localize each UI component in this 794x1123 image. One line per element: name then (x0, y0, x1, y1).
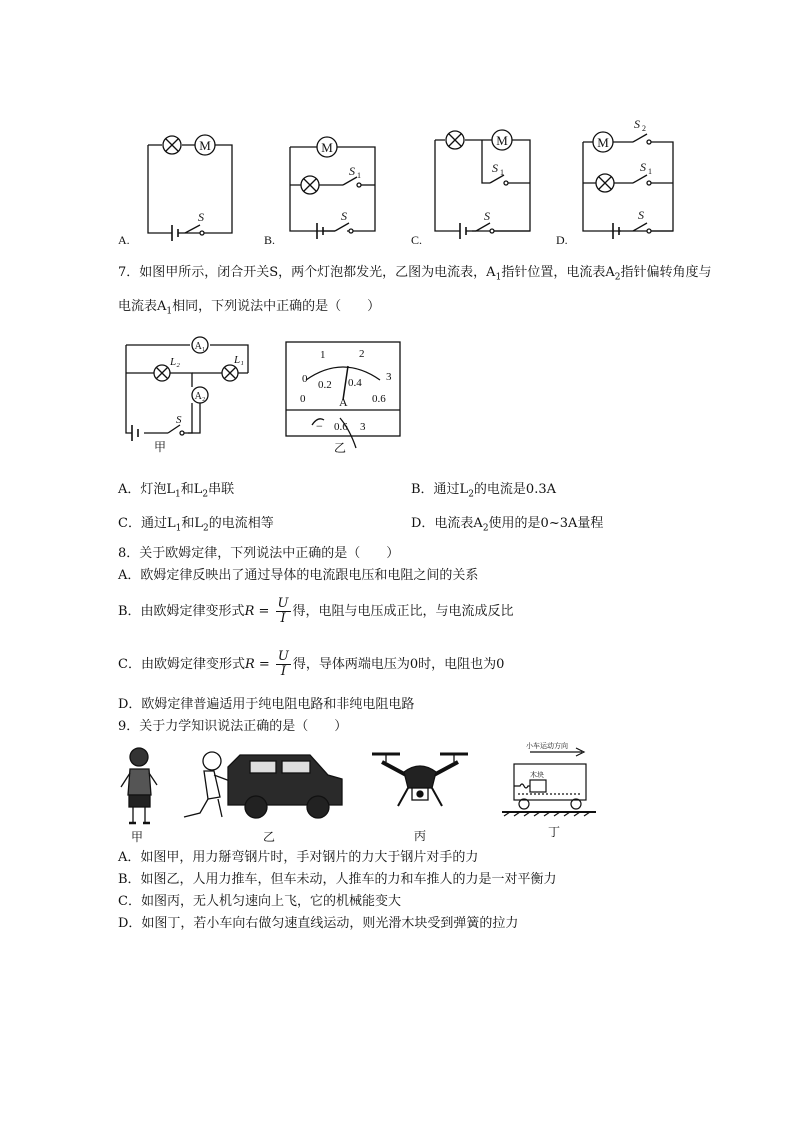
ammeter-upper-tick-2: 2 (359, 348, 365, 360)
switch-symbol: S (341, 209, 347, 223)
switch1-sub: 1 (500, 168, 504, 177)
q7-stem-line2: 电流表$A_1$相同，下列说法中正确的是（ ） (118, 299, 381, 317)
switch1-symbol: S (640, 160, 646, 174)
q8-stem: 8．关于欧姆定律，下列说法中正确的是（ ） (118, 546, 400, 561)
motor-symbol: M (496, 133, 508, 148)
ammeter-lower-tick-2: 0.4 (348, 377, 362, 389)
q9-figure-bing (368, 748, 473, 848)
formula-fraction: $\frac{U}{I}$ (277, 596, 289, 626)
ammeter-lower-tick-0: 0 (300, 393, 306, 405)
switch2-symbol: S (634, 117, 640, 131)
terminal-3: 3 (360, 421, 366, 433)
circuit-a (120, 125, 250, 245)
q7-option-c: C．通过$L_1$和$L_2$的电流相等 (118, 516, 274, 534)
q9-stem: 9．关于力学知识说法正确的是（ ） (118, 719, 348, 734)
q7-option-a: A．灯泡$L_1$和$L_2$串联 (118, 482, 235, 500)
q7-stem-line1: 7．如图甲所示，闭合开关S，两个灯泡都发光，乙图为电流表，$A_1$指针位置，电流表$A_2$指针偏转角度与 (118, 265, 712, 283)
q9-figure-ding (500, 740, 600, 840)
lamp-l2-label: L₂ (170, 356, 180, 368)
q9-option-b: B．如图乙，人用力推车，但车未动，人推车的力和车推人的力是一对平衡力 (118, 872, 557, 887)
terminal-negative: − (316, 419, 323, 433)
q9-figure-yi (178, 747, 348, 847)
option-label-a: A. (118, 233, 130, 247)
figure-label-yi: 乙 (334, 441, 347, 455)
option-label-d: D. (556, 233, 568, 247)
ammeter-upper-tick-0: 0 (302, 373, 308, 385)
circuit-b (285, 125, 405, 245)
q9-figure-jia (115, 745, 165, 845)
switch2-sub: 2 (642, 124, 646, 133)
direction-caption: 小车运动方向 (526, 742, 568, 750)
q7-option-b: B．通过$L_2$的电流是0.3A (411, 482, 556, 500)
q8-option-b: B．由欧姆定律变形式R = $\frac{U}{I}$ 得，电阻与电压成正比，与电流成反比 (118, 596, 514, 626)
switch1-sub: 1 (357, 171, 361, 180)
q7-figure-yi (284, 340, 404, 455)
q8-option-a: A．欧姆定律反映出了通过导体的电流跟电压和电阻之间的关系 (118, 568, 479, 583)
switch1-symbol: S (349, 164, 355, 178)
circuit-c (432, 125, 552, 245)
figure-label-jia: 甲 (131, 830, 144, 844)
block-label: 木块 (530, 771, 544, 779)
motor-symbol: M (321, 140, 333, 155)
switch-label: S (176, 414, 182, 426)
figure-label-bing: 丙 (414, 829, 427, 843)
figure-label-ding: 丁 (548, 825, 561, 839)
ammeter-a1: A₁ (194, 341, 206, 352)
q9-option-a: A．如图甲，用力掰弯钢片时，手对钢片的力大于钢片对手的力 (118, 850, 479, 865)
motor-symbol: M (199, 138, 211, 153)
option-label-c: C. (411, 233, 423, 247)
ammeter-unit: A (339, 395, 348, 409)
ammeter-upper-tick-3: 3 (386, 371, 392, 383)
option-label-b: B. (264, 233, 276, 247)
circuit-d (578, 115, 698, 245)
q9-option-d: D．如图丁，若小车向右做匀速直线运动，则光滑木块受到弹簧的拉力 (118, 916, 519, 931)
q8-option-c: C．由欧姆定律变形式R = $\frac{U}{I}$ 得，导体两端电压为0时，电阻也为0 (118, 649, 505, 679)
q7-figure-jia (118, 335, 258, 455)
motor-symbol: M (597, 135, 609, 150)
ammeter-lower-tick-3: 0.6 (372, 393, 386, 405)
ammeter-upper-tick-1: 1 (320, 349, 326, 361)
figure-label-yi: 乙 (263, 830, 276, 844)
switch1-sub: 1 (648, 167, 652, 176)
formula-fraction: $\frac{U}{I}$ (277, 649, 289, 679)
switch-symbol: S (638, 208, 644, 222)
terminal-06: 0.6 (334, 421, 348, 433)
q8-option-d: D．欧姆定律普遍适用于纯电阻电路和非纯电阻电路 (118, 697, 415, 712)
switch1-symbol: S (492, 161, 498, 175)
ammeter-a2: A₂ (194, 391, 206, 402)
q7-option-d: D．电流表$A_2$使用的是0~3A量程 (411, 516, 604, 534)
ammeter-lower-tick-1: 0.2 (318, 379, 332, 391)
switch-symbol: S (484, 209, 490, 223)
q9-option-c: C．如图丙，无人机匀速向上飞，它的机械能变大 (118, 894, 401, 909)
figure-label-jia: 甲 (154, 440, 167, 454)
lamp-l1-label: L₁ (234, 354, 244, 366)
switch-symbol: S (198, 210, 204, 224)
